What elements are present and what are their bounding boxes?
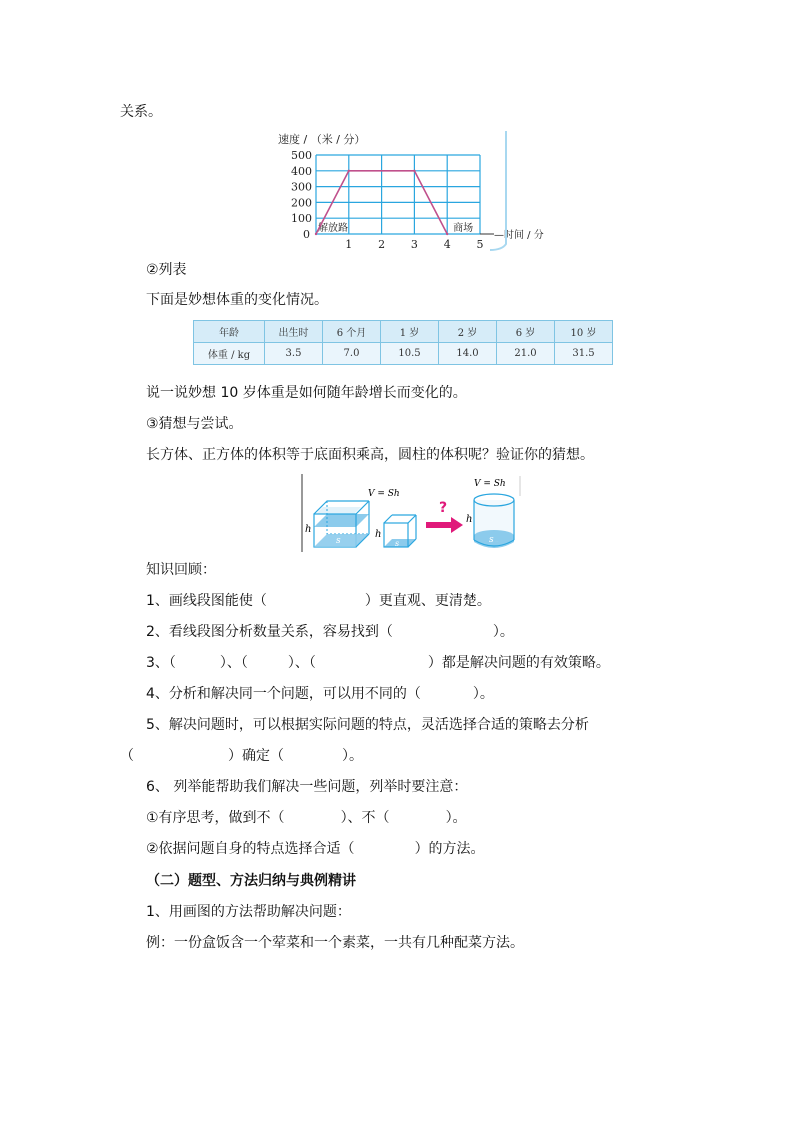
arrow-right-icon bbox=[426, 517, 463, 533]
review-text: ）更直观、更清楚。 bbox=[364, 593, 491, 609]
review-item-2 bbox=[146, 622, 514, 642]
review-text: 3、（ bbox=[146, 655, 176, 671]
table-cell: 7.0 bbox=[323, 343, 381, 365]
review-text: 2、看线段图分析数量关系，容易找到（ bbox=[146, 624, 393, 640]
table-row bbox=[194, 343, 613, 365]
y-tick-label: 100 bbox=[291, 212, 312, 226]
x-tick-label: 2 bbox=[378, 238, 386, 251]
table-intro: 下面是妙想体重的变化情况。 bbox=[146, 292, 328, 308]
y-axis-label: 速度 / （米 / 分） bbox=[278, 133, 366, 146]
formula-label: V = Sh bbox=[474, 479, 506, 489]
table-cell: 1 岁 bbox=[381, 321, 439, 343]
table-cell: 6 岁 bbox=[497, 321, 555, 343]
review-text: ）。 bbox=[445, 810, 467, 826]
question-mark: ? bbox=[439, 500, 448, 516]
review-text: ）、（ bbox=[287, 655, 316, 671]
table-cell: 14.0 bbox=[439, 343, 497, 365]
review-text: ）、（ bbox=[219, 655, 248, 671]
review-item-5-cont bbox=[120, 746, 363, 766]
x-tick-label: 0 bbox=[303, 228, 310, 241]
table-question: 说一说妙想 10 岁体重是如何随年龄增长而变化的。 bbox=[146, 385, 467, 401]
y-tick-label: 300 bbox=[291, 180, 312, 194]
review-item-1 bbox=[146, 591, 491, 611]
annotation-label: 解放路 bbox=[318, 223, 348, 234]
guess-text: 长方体、正方体的体积等于底面积乘高，圆柱的体积呢？验证你的猜想。 bbox=[146, 447, 594, 463]
h-label: h bbox=[305, 524, 312, 535]
table-cell: 体重 / kg bbox=[194, 343, 265, 365]
table-cell: 10.5 bbox=[381, 343, 439, 365]
table-cell: 10 岁 bbox=[555, 321, 613, 343]
formula-label: V = Sh bbox=[368, 489, 400, 499]
table-header-row bbox=[194, 321, 613, 343]
y-tick-label: 500 bbox=[291, 149, 312, 162]
review-text: 6、 列举能帮助我们解决一些问题，列举时要注意： bbox=[146, 779, 468, 795]
review-text: 4、分析和解决同一个问题，可以用不同的（ bbox=[146, 686, 421, 702]
table-cell: 3.5 bbox=[265, 343, 323, 365]
review-text: ）。 bbox=[342, 748, 363, 764]
review-text: （ bbox=[120, 748, 134, 764]
question-1: 1、用画图的方法帮助解决问题： bbox=[146, 904, 351, 920]
h-label: h bbox=[375, 529, 382, 540]
review-item-4 bbox=[146, 684, 494, 704]
x-tick-label: 4 bbox=[443, 238, 451, 251]
review-text: 1、画线段图能使（ bbox=[146, 593, 267, 609]
review-item-3 bbox=[146, 653, 610, 673]
section2-title: （二）题型、方法归纳与典例精讲 bbox=[146, 873, 356, 889]
x-tick-label: 5 bbox=[476, 238, 484, 251]
table-cell: 31.5 bbox=[555, 343, 613, 365]
annotation-label: 商场 bbox=[453, 223, 474, 234]
data-point bbox=[315, 233, 317, 235]
data-point bbox=[446, 233, 448, 235]
s-label: s bbox=[489, 535, 494, 545]
review-item-6a bbox=[146, 808, 467, 828]
review-text: ）的方法。 bbox=[414, 841, 485, 857]
review-title: 知识回顾： bbox=[146, 562, 216, 578]
x-axis-label: —时间 / 分 bbox=[494, 230, 544, 241]
data-point bbox=[413, 170, 415, 172]
data-point bbox=[348, 170, 350, 172]
x-tick-label: 1 bbox=[345, 238, 353, 251]
example-text: 例：一份盒饭含一个荤菜和一个素菜，一共有几种配菜方法。 bbox=[146, 935, 524, 951]
intro-tail: 关系。 bbox=[120, 104, 162, 120]
x-tick-label: 3 bbox=[410, 238, 418, 251]
table-cell: 2 岁 bbox=[439, 321, 497, 343]
y-tick-label: 400 bbox=[291, 164, 312, 178]
review-text: ）确定（ bbox=[228, 748, 284, 764]
review-text: ）。 bbox=[492, 624, 514, 640]
section-guess: ③猜想与尝试。 bbox=[146, 416, 243, 432]
weight-table bbox=[193, 320, 613, 365]
review-text: ）都是解决问题的有效策略。 bbox=[427, 655, 610, 671]
s-label: s bbox=[336, 536, 341, 546]
y-tick-label: 200 bbox=[291, 196, 312, 210]
speed-time-chart bbox=[272, 124, 544, 251]
table-cell: 21.0 bbox=[497, 343, 555, 365]
table-cell: 年龄 bbox=[194, 321, 265, 343]
review-text: ）。 bbox=[472, 686, 494, 702]
section-list: ②列表 bbox=[146, 262, 187, 278]
h-label: h bbox=[466, 514, 473, 525]
review-text: 5、解决问题时，可以根据实际问题的特点，灵活选择合适的策略去分析 bbox=[146, 717, 589, 733]
table-cell: 6 个月 bbox=[323, 321, 381, 343]
table-cell: 出生时 bbox=[265, 321, 323, 343]
review-item-5 bbox=[146, 715, 589, 735]
s-label: s bbox=[395, 539, 400, 548]
review-item-6b bbox=[146, 839, 485, 859]
review-item-6 bbox=[146, 777, 467, 797]
volume-figure bbox=[296, 472, 526, 554]
review-text: ①有序思考，做到不（ bbox=[146, 810, 285, 826]
review-text: ②依据问题自身的特点选择合适（ bbox=[146, 841, 355, 857]
review-text: ）、不（ bbox=[340, 810, 390, 826]
